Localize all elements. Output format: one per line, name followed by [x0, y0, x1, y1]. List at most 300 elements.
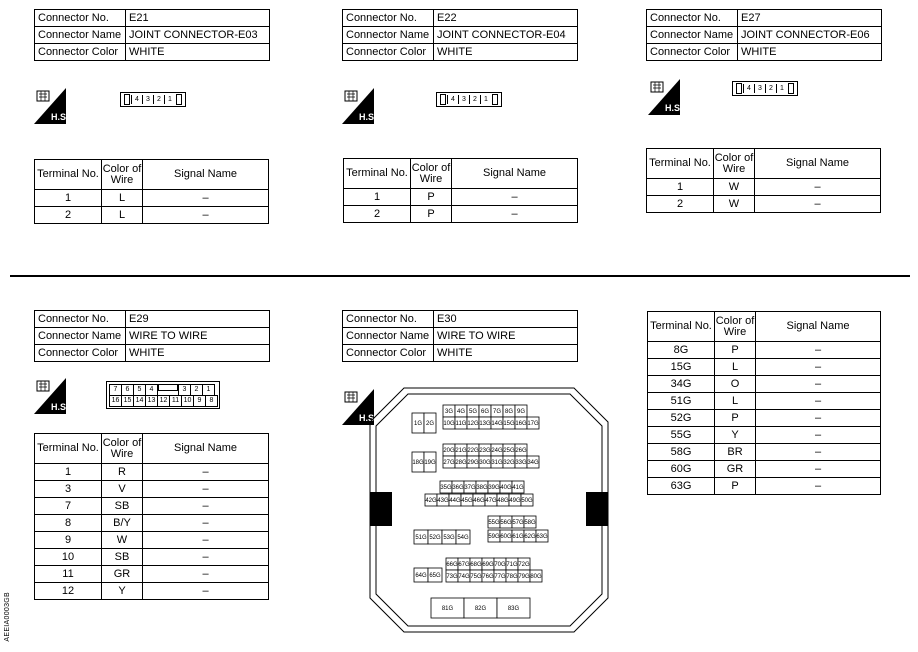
section-divider [10, 275, 910, 277]
label: Connector Name [343, 328, 434, 345]
pin-1G [412, 413, 424, 433]
cell: – [143, 583, 269, 600]
header: Signal Name [756, 312, 881, 342]
header: Terminal No. [35, 160, 102, 190]
cell: – [756, 393, 881, 410]
table-row [648, 461, 881, 478]
table-row [35, 498, 269, 515]
cell: – [756, 461, 881, 478]
svg-text:73G: 73G [446, 574, 458, 580]
svg-text:3G: 3G [444, 409, 454, 415]
value: WHITE [126, 44, 270, 61]
pin-5G [467, 405, 479, 417]
cell: 3 [35, 481, 102, 498]
svg-text:12G: 12G [467, 421, 479, 427]
svg-text:40G: 40G [500, 485, 512, 491]
pin: 6 [121, 384, 134, 396]
pin-40G [500, 481, 512, 493]
svg-text:18G: 18G [412, 460, 424, 466]
pin-69G [482, 558, 494, 570]
pin: 1 [202, 384, 215, 396]
table-row [344, 206, 578, 223]
pin-67G [458, 558, 470, 570]
pin-34G [527, 456, 539, 468]
pin-18G [412, 452, 424, 472]
pin: 15 [121, 395, 134, 407]
cell: 1 [647, 179, 714, 196]
pin-33G [515, 456, 527, 468]
hs-label: H.S. [51, 112, 69, 122]
hs-label: H.S. [359, 413, 377, 423]
svg-text:71G: 71G [506, 562, 518, 568]
pin-19G [424, 452, 436, 472]
svg-text:32G: 32G [503, 460, 515, 466]
cell: V [102, 481, 143, 498]
svg-text:34G: 34G [527, 460, 539, 466]
connector-info-e30 [342, 310, 578, 362]
svg-text:44G: 44G [449, 498, 461, 504]
table-row [648, 342, 881, 359]
svg-text:59G: 59G [488, 534, 500, 540]
svg-text:25G: 25G [503, 448, 515, 454]
pin-80G [530, 570, 542, 582]
pin: 13 [145, 395, 158, 407]
cell: P [715, 342, 756, 359]
table-row [35, 532, 269, 549]
table-row [35, 583, 269, 600]
latch-icon [736, 83, 742, 94]
cell: – [143, 498, 269, 515]
cell: – [756, 376, 881, 393]
pin-30G [479, 456, 491, 468]
cell: 55G [648, 427, 715, 444]
value: E22 [434, 10, 578, 27]
table-row [35, 566, 269, 583]
header: Terminal No. [648, 312, 715, 342]
terminal-table-e29 [34, 433, 269, 600]
svg-text:61G: 61G [512, 534, 524, 540]
cell: 60G [648, 461, 715, 478]
pin-76G [482, 570, 494, 582]
svg-text:24G: 24G [491, 448, 503, 454]
value: JOINT CONNECTOR-E04 [434, 27, 578, 44]
cell: 34G [648, 376, 715, 393]
label: Connector Name [35, 328, 126, 345]
cell: 58G [648, 444, 715, 461]
connector-info-e21 [34, 9, 270, 61]
svg-text:46G: 46G [473, 498, 485, 504]
svg-text:8G: 8G [504, 409, 514, 415]
label: Connector Name [35, 27, 126, 44]
svg-text:6G: 6G [480, 409, 490, 415]
pin-10G [443, 417, 455, 429]
cell: 7 [35, 498, 102, 515]
svg-text:81G: 81G [441, 606, 454, 612]
pin: 7 [109, 384, 122, 396]
cell: BR [715, 444, 756, 461]
pin-45G [461, 494, 473, 506]
pin: 2 [469, 95, 480, 104]
cell: Y [715, 427, 756, 444]
cell: – [756, 342, 881, 359]
cell: 63G [648, 478, 715, 495]
cell: – [143, 549, 269, 566]
pin-74G [458, 570, 470, 582]
connector-face-e21 [120, 92, 186, 107]
cell: SB [102, 498, 143, 515]
header: Terminal No. [647, 149, 714, 179]
svg-text:63G: 63G [536, 534, 548, 540]
svg-text:82G: 82G [474, 606, 487, 612]
value: E27 [738, 10, 882, 27]
svg-text:10G: 10G [443, 421, 455, 427]
table-row [648, 444, 881, 461]
cell: – [755, 196, 881, 213]
latch-icon [176, 94, 182, 105]
svg-text:70G: 70G [494, 562, 506, 568]
cell: 52G [648, 410, 715, 427]
pin-14G [491, 417, 503, 429]
pin-66G [446, 558, 458, 570]
svg-text:21G: 21G [455, 448, 467, 454]
value: WHITE [738, 44, 882, 61]
svg-text:62G: 62G [524, 534, 536, 540]
svg-text:64G: 64G [415, 573, 427, 579]
header: Color of Wire [102, 434, 143, 464]
cell: – [143, 515, 269, 532]
cell: GR [715, 461, 756, 478]
cell: – [143, 481, 269, 498]
connector-face-e22 [436, 92, 502, 107]
label: Connector Color [647, 44, 738, 61]
label: Connector No. [35, 311, 126, 328]
label: Connector Color [35, 345, 126, 362]
svg-text:76G: 76G [482, 574, 494, 580]
cell: – [143, 464, 269, 481]
svg-text:69G: 69G [482, 562, 494, 568]
header: Color of Wire [715, 312, 756, 342]
pin-24G [491, 444, 503, 456]
header: Signal Name [755, 149, 881, 179]
svg-text:15G: 15G [503, 421, 515, 427]
pin: 1 [776, 84, 787, 93]
cell: L [102, 190, 143, 207]
header: Terminal No. [344, 159, 411, 189]
pin: 16 [109, 395, 122, 407]
svg-text:48G: 48G [497, 498, 509, 504]
pin-65G [428, 568, 442, 582]
svg-text:22G: 22G [467, 448, 479, 454]
latch-icon [440, 94, 446, 105]
pin-53G [442, 530, 456, 544]
pin-16G [515, 417, 527, 429]
cell: SB [102, 549, 143, 566]
connector-face-e29 [106, 381, 220, 409]
pin-47G [485, 494, 497, 506]
svg-text:74G: 74G [458, 574, 470, 580]
pin: 4 [447, 95, 458, 104]
svg-text:28G: 28G [455, 460, 467, 466]
table-row [648, 376, 881, 393]
cell: 1 [344, 189, 411, 206]
svg-text:75G: 75G [470, 574, 482, 580]
pin-49G [509, 494, 521, 506]
hs-icon [648, 79, 683, 115]
svg-text:30G: 30G [479, 460, 491, 466]
svg-text:2G: 2G [425, 421, 435, 427]
pin-27G [443, 456, 455, 468]
cell: – [143, 532, 269, 549]
pin-11G [455, 417, 467, 429]
pin-61G [512, 530, 524, 542]
pin-29G [467, 456, 479, 468]
table-row [648, 427, 881, 444]
terminal-table-e30 [647, 311, 881, 495]
pin: 2 [190, 384, 203, 396]
svg-text:5G: 5G [468, 409, 478, 415]
pin-15G [503, 417, 515, 429]
svg-text:27G: 27G [443, 460, 455, 466]
svg-text:57G: 57G [512, 520, 524, 526]
value: E30 [434, 311, 578, 328]
value: WHITE [434, 44, 578, 61]
latch-icon [124, 94, 130, 105]
pin-82G [464, 598, 497, 618]
pin-78G [506, 570, 518, 582]
cell: – [452, 189, 578, 206]
pin-64G [414, 568, 428, 582]
svg-text:43G: 43G [437, 498, 449, 504]
svg-text:45G: 45G [461, 498, 473, 504]
cell: 2 [35, 207, 102, 224]
cell: – [756, 410, 881, 427]
svg-text:68G: 68G [470, 562, 482, 568]
pin: 4 [743, 84, 754, 93]
svg-text:7G: 7G [492, 409, 502, 415]
pin-21G [455, 444, 467, 456]
label: Connector No. [647, 10, 738, 27]
pin: 10 [181, 395, 194, 407]
svg-text:77G: 77G [494, 574, 506, 580]
table-row [648, 478, 881, 495]
svg-text:52G: 52G [429, 535, 441, 541]
pin: 1 [164, 95, 175, 104]
table-row [648, 359, 881, 376]
pin-20G [443, 444, 455, 456]
cell: – [143, 207, 269, 224]
pin-17G [527, 417, 539, 429]
pin-6G [479, 405, 491, 417]
value: WHITE [434, 345, 578, 362]
pin-23G [479, 444, 491, 456]
pin-13G [479, 417, 491, 429]
svg-text:23G: 23G [479, 448, 491, 454]
pin-56G [500, 516, 512, 528]
pin-51G [414, 530, 428, 544]
header: Signal Name [143, 160, 269, 190]
pin: 3 [178, 384, 191, 396]
cell: GR [102, 566, 143, 583]
header: Color of Wire [102, 160, 143, 190]
pin-44G [449, 494, 461, 506]
cell: – [143, 566, 269, 583]
pin-54G [456, 530, 470, 544]
svg-text:42G: 42G [425, 498, 437, 504]
label: Connector Color [343, 345, 434, 362]
table-row [35, 515, 269, 532]
label: Connector Name [647, 27, 738, 44]
svg-text:80G: 80G [530, 574, 542, 580]
cell: L [102, 207, 143, 224]
cell: 10 [35, 549, 102, 566]
pin-4G [455, 405, 467, 417]
table-row [35, 481, 269, 498]
svg-text:29G: 29G [467, 460, 479, 466]
pin: 3 [142, 95, 153, 104]
pin-31G [491, 456, 503, 468]
pin: 5 [133, 384, 146, 396]
svg-text:36G: 36G [452, 485, 464, 491]
pin-35G [440, 481, 452, 493]
svg-text:83G: 83G [507, 606, 520, 612]
pin: 11 [169, 395, 182, 407]
cell: 8G [648, 342, 715, 359]
value: E21 [126, 10, 270, 27]
pin-42G [425, 494, 437, 506]
svg-text:16G: 16G [515, 421, 527, 427]
terminal-table-e21 [34, 159, 269, 224]
svg-text:26G: 26G [515, 448, 527, 454]
latch-icon [788, 83, 794, 94]
pin: 2 [765, 84, 776, 93]
pin-26G [515, 444, 527, 456]
cell: – [452, 206, 578, 223]
table-row [344, 189, 578, 206]
cell: 15G [648, 359, 715, 376]
pin-57G [512, 516, 524, 528]
label: Connector Name [343, 27, 434, 44]
pin-28G [455, 456, 467, 468]
svg-text:47G: 47G [485, 498, 497, 504]
pin-71G [506, 558, 518, 570]
svg-text:17G: 17G [527, 421, 539, 427]
latch-icon [492, 94, 498, 105]
cell: 51G [648, 393, 715, 410]
svg-text:49G: 49G [509, 498, 521, 504]
svg-text:50G: 50G [521, 498, 533, 504]
table-row [647, 196, 881, 213]
value: WIRE TO WIRE [126, 328, 270, 345]
svg-text:4G: 4G [456, 409, 466, 415]
svg-text:1G: 1G [413, 421, 423, 427]
cell: L [715, 359, 756, 376]
connector-info-e29 [34, 310, 270, 362]
pin-37G [464, 481, 476, 493]
pin-43G [437, 494, 449, 506]
value: WIRE TO WIRE [434, 328, 578, 345]
cell: 11 [35, 566, 102, 583]
svg-text:79G: 79G [518, 574, 530, 580]
svg-text:56G: 56G [500, 520, 512, 526]
svg-text:67G: 67G [458, 562, 470, 568]
pin-62G [524, 530, 536, 542]
pin: 12 [157, 395, 170, 407]
cell: B/Y [102, 515, 143, 532]
svg-text:65G: 65G [429, 573, 441, 579]
pin-68G [470, 558, 482, 570]
pin-7G [491, 405, 503, 417]
cell: L [715, 393, 756, 410]
svg-text:14G: 14G [491, 421, 503, 427]
pin-48G [497, 494, 509, 506]
value: JOINT CONNECTOR-E03 [126, 27, 270, 44]
pin-75G [470, 570, 482, 582]
pin-39G [488, 481, 500, 493]
cell: – [756, 359, 881, 376]
pin-58G [524, 516, 536, 528]
pin-8G [503, 405, 515, 417]
label: Connector No. [343, 10, 434, 27]
header: Color of Wire [411, 159, 452, 189]
value: JOINT CONNECTOR-E06 [738, 27, 882, 44]
cell: R [102, 464, 143, 481]
hs-icon [342, 88, 377, 124]
table-row [648, 410, 881, 427]
cell: 2 [647, 196, 714, 213]
header: Terminal No. [35, 434, 102, 464]
svg-text:39G: 39G [488, 485, 500, 491]
pin: 1 [480, 95, 491, 104]
cell: O [715, 376, 756, 393]
cell: 1 [35, 190, 102, 207]
pin-83G [497, 598, 530, 618]
table-row [35, 464, 269, 481]
connector-face-e27 [732, 81, 798, 96]
cell: W [714, 179, 755, 196]
pin-55G [488, 516, 500, 528]
connector-face-e30 [368, 384, 610, 636]
svg-text:33G: 33G [515, 460, 527, 466]
svg-text:37G: 37G [464, 485, 476, 491]
pin-25G [503, 444, 515, 456]
pin-70G [494, 558, 506, 570]
cell: P [411, 189, 452, 206]
pin-63G [536, 530, 548, 542]
pin: 3 [458, 95, 469, 104]
svg-text:55G: 55G [488, 520, 500, 526]
label: Connector No. [343, 311, 434, 328]
cell: W [714, 196, 755, 213]
label: Connector No. [35, 10, 126, 27]
svg-text:11G: 11G [455, 421, 467, 427]
cell: – [756, 427, 881, 444]
cell: – [755, 179, 881, 196]
pin-2G [424, 413, 436, 433]
connector-info-e27 [646, 9, 882, 61]
pin: 4 [131, 95, 142, 104]
svg-text:19G: 19G [424, 460, 436, 466]
terminal-table-e22 [343, 158, 578, 223]
svg-text:72G: 72G [518, 562, 530, 568]
pin-41G [512, 481, 524, 493]
pin: 3 [754, 84, 765, 93]
table-row [648, 393, 881, 410]
pin-22G [467, 444, 479, 456]
pin-46G [473, 494, 485, 506]
pin-72G [518, 558, 530, 570]
cell: – [756, 444, 881, 461]
hs-label: H.S. [665, 103, 683, 113]
